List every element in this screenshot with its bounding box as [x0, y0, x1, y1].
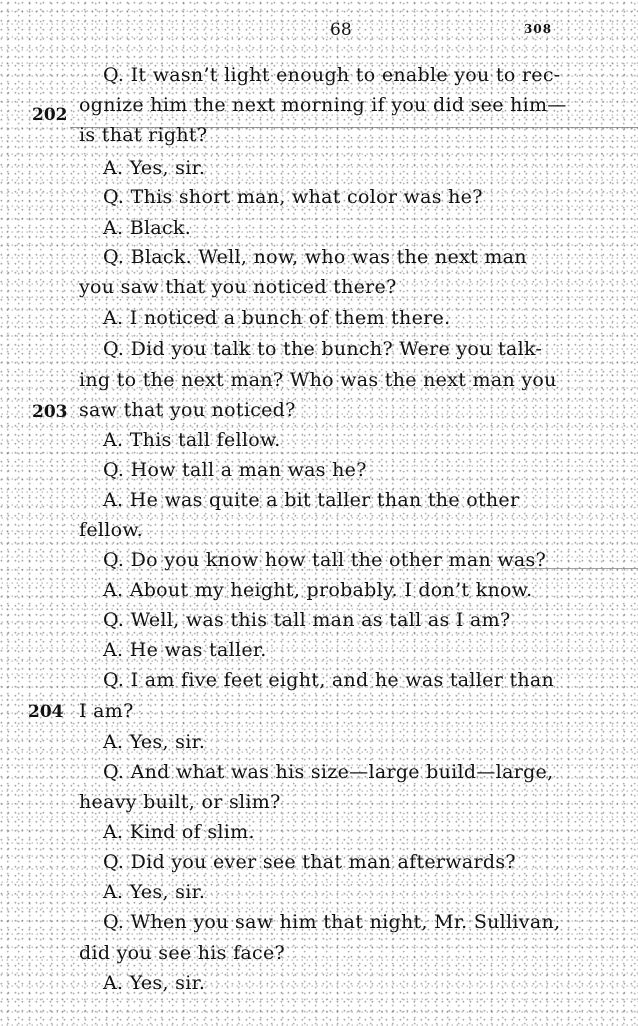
- page-header: [0, 20, 638, 46]
- transcript-line: [0, 272, 638, 302]
- line-text: saw that you noticed?: [79, 399, 296, 421]
- transcript-line: [0, 817, 638, 847]
- transcript-line: [0, 303, 638, 333]
- margin-number: 203: [32, 402, 68, 422]
- transcript-line: [0, 425, 638, 455]
- line-text: A. Kind of slim.: [103, 821, 255, 843]
- line-text: Q. When you saw him that night, Mr. Sullivan,: [103, 911, 561, 933]
- transcript-line: [0, 605, 638, 635]
- transcript-line: [0, 120, 638, 150]
- line-text: A. Black.: [103, 217, 192, 239]
- line-text: A. I noticed a bunch of them there.: [103, 307, 451, 329]
- line-text: Q. Did you talk to the bunch? Were you talk-: [103, 338, 543, 360]
- transcript-line: [0, 635, 638, 665]
- line-text: is that right?: [79, 124, 208, 146]
- line-text: did you see his face?: [79, 942, 286, 964]
- line-text: A. Yes, sir.: [103, 157, 206, 179]
- transcript-line: [0, 727, 638, 757]
- transcript-line: [0, 334, 638, 364]
- transcript-line: [0, 455, 638, 485]
- line-text: A. About my height, probably. I don’t know.: [103, 579, 533, 601]
- transcript-line: [0, 847, 638, 877]
- margin-number: 202: [32, 105, 68, 125]
- transcript-line: [0, 365, 638, 395]
- page-number: 68: [330, 20, 352, 40]
- line-text: I am?: [79, 700, 134, 722]
- transcript-line: [0, 938, 638, 968]
- transcript-line: [0, 757, 638, 787]
- line-text: A. Yes, sir.: [103, 881, 206, 903]
- line-text: ing to the next man? Who was the next man you: [79, 369, 557, 391]
- line-text: Q. Well, was this tall man as tall as I am?: [103, 609, 511, 631]
- line-text: A. This tall fellow.: [103, 429, 281, 451]
- line-text: Q. Did you ever see that man afterwards?: [103, 851, 516, 873]
- transcript-line: [0, 696, 638, 726]
- transcript-line: [0, 787, 638, 817]
- transcript-line: [0, 60, 638, 90]
- transcript-line: [0, 515, 638, 545]
- line-text: you saw that you noticed there?: [79, 276, 397, 298]
- transcript-line: [0, 665, 638, 695]
- transcript-line: [0, 182, 638, 212]
- transcript-line: [0, 213, 638, 243]
- transcript-line: [0, 485, 638, 515]
- line-text: fellow.: [79, 519, 144, 541]
- transcript-line: [0, 545, 638, 575]
- line-text: A. Yes, sir.: [103, 731, 206, 753]
- transcript-line: [0, 575, 638, 605]
- line-text: Q. This short man, what color was he?: [103, 186, 483, 208]
- line-text: Q. I am five feet eight, and he was taller than: [103, 669, 555, 691]
- line-text: heavy built, or slim?: [79, 791, 281, 813]
- transcript-line: [0, 153, 638, 183]
- line-text: Q. It wasn’t light enough to enable you to rec-: [103, 64, 561, 86]
- line-text: A. He was quite a bit taller than the other: [103, 489, 520, 511]
- line-text: Q. Black. Well, now, who was the next man: [103, 246, 527, 268]
- transcript-line: [0, 968, 638, 998]
- transcript-line: [0, 877, 638, 907]
- line-text: A. Yes, sir.: [103, 972, 206, 994]
- transcript-line: [0, 395, 638, 425]
- transcript-line: [0, 90, 638, 120]
- margin-number: 204: [28, 702, 64, 722]
- stamp-number: 308: [524, 22, 553, 36]
- transcript-line: [0, 242, 638, 272]
- line-text: Q. How tall a man was he?: [103, 459, 367, 481]
- line-text: Q. And what was his size—large build—large,: [103, 761, 554, 783]
- line-text: ognize him the next morning if you did see him—: [79, 94, 567, 116]
- transcript-line: [0, 907, 638, 937]
- line-text: A. He was taller.: [103, 639, 267, 661]
- line-text: Q. Do you know how tall the other man was?: [103, 549, 547, 571]
